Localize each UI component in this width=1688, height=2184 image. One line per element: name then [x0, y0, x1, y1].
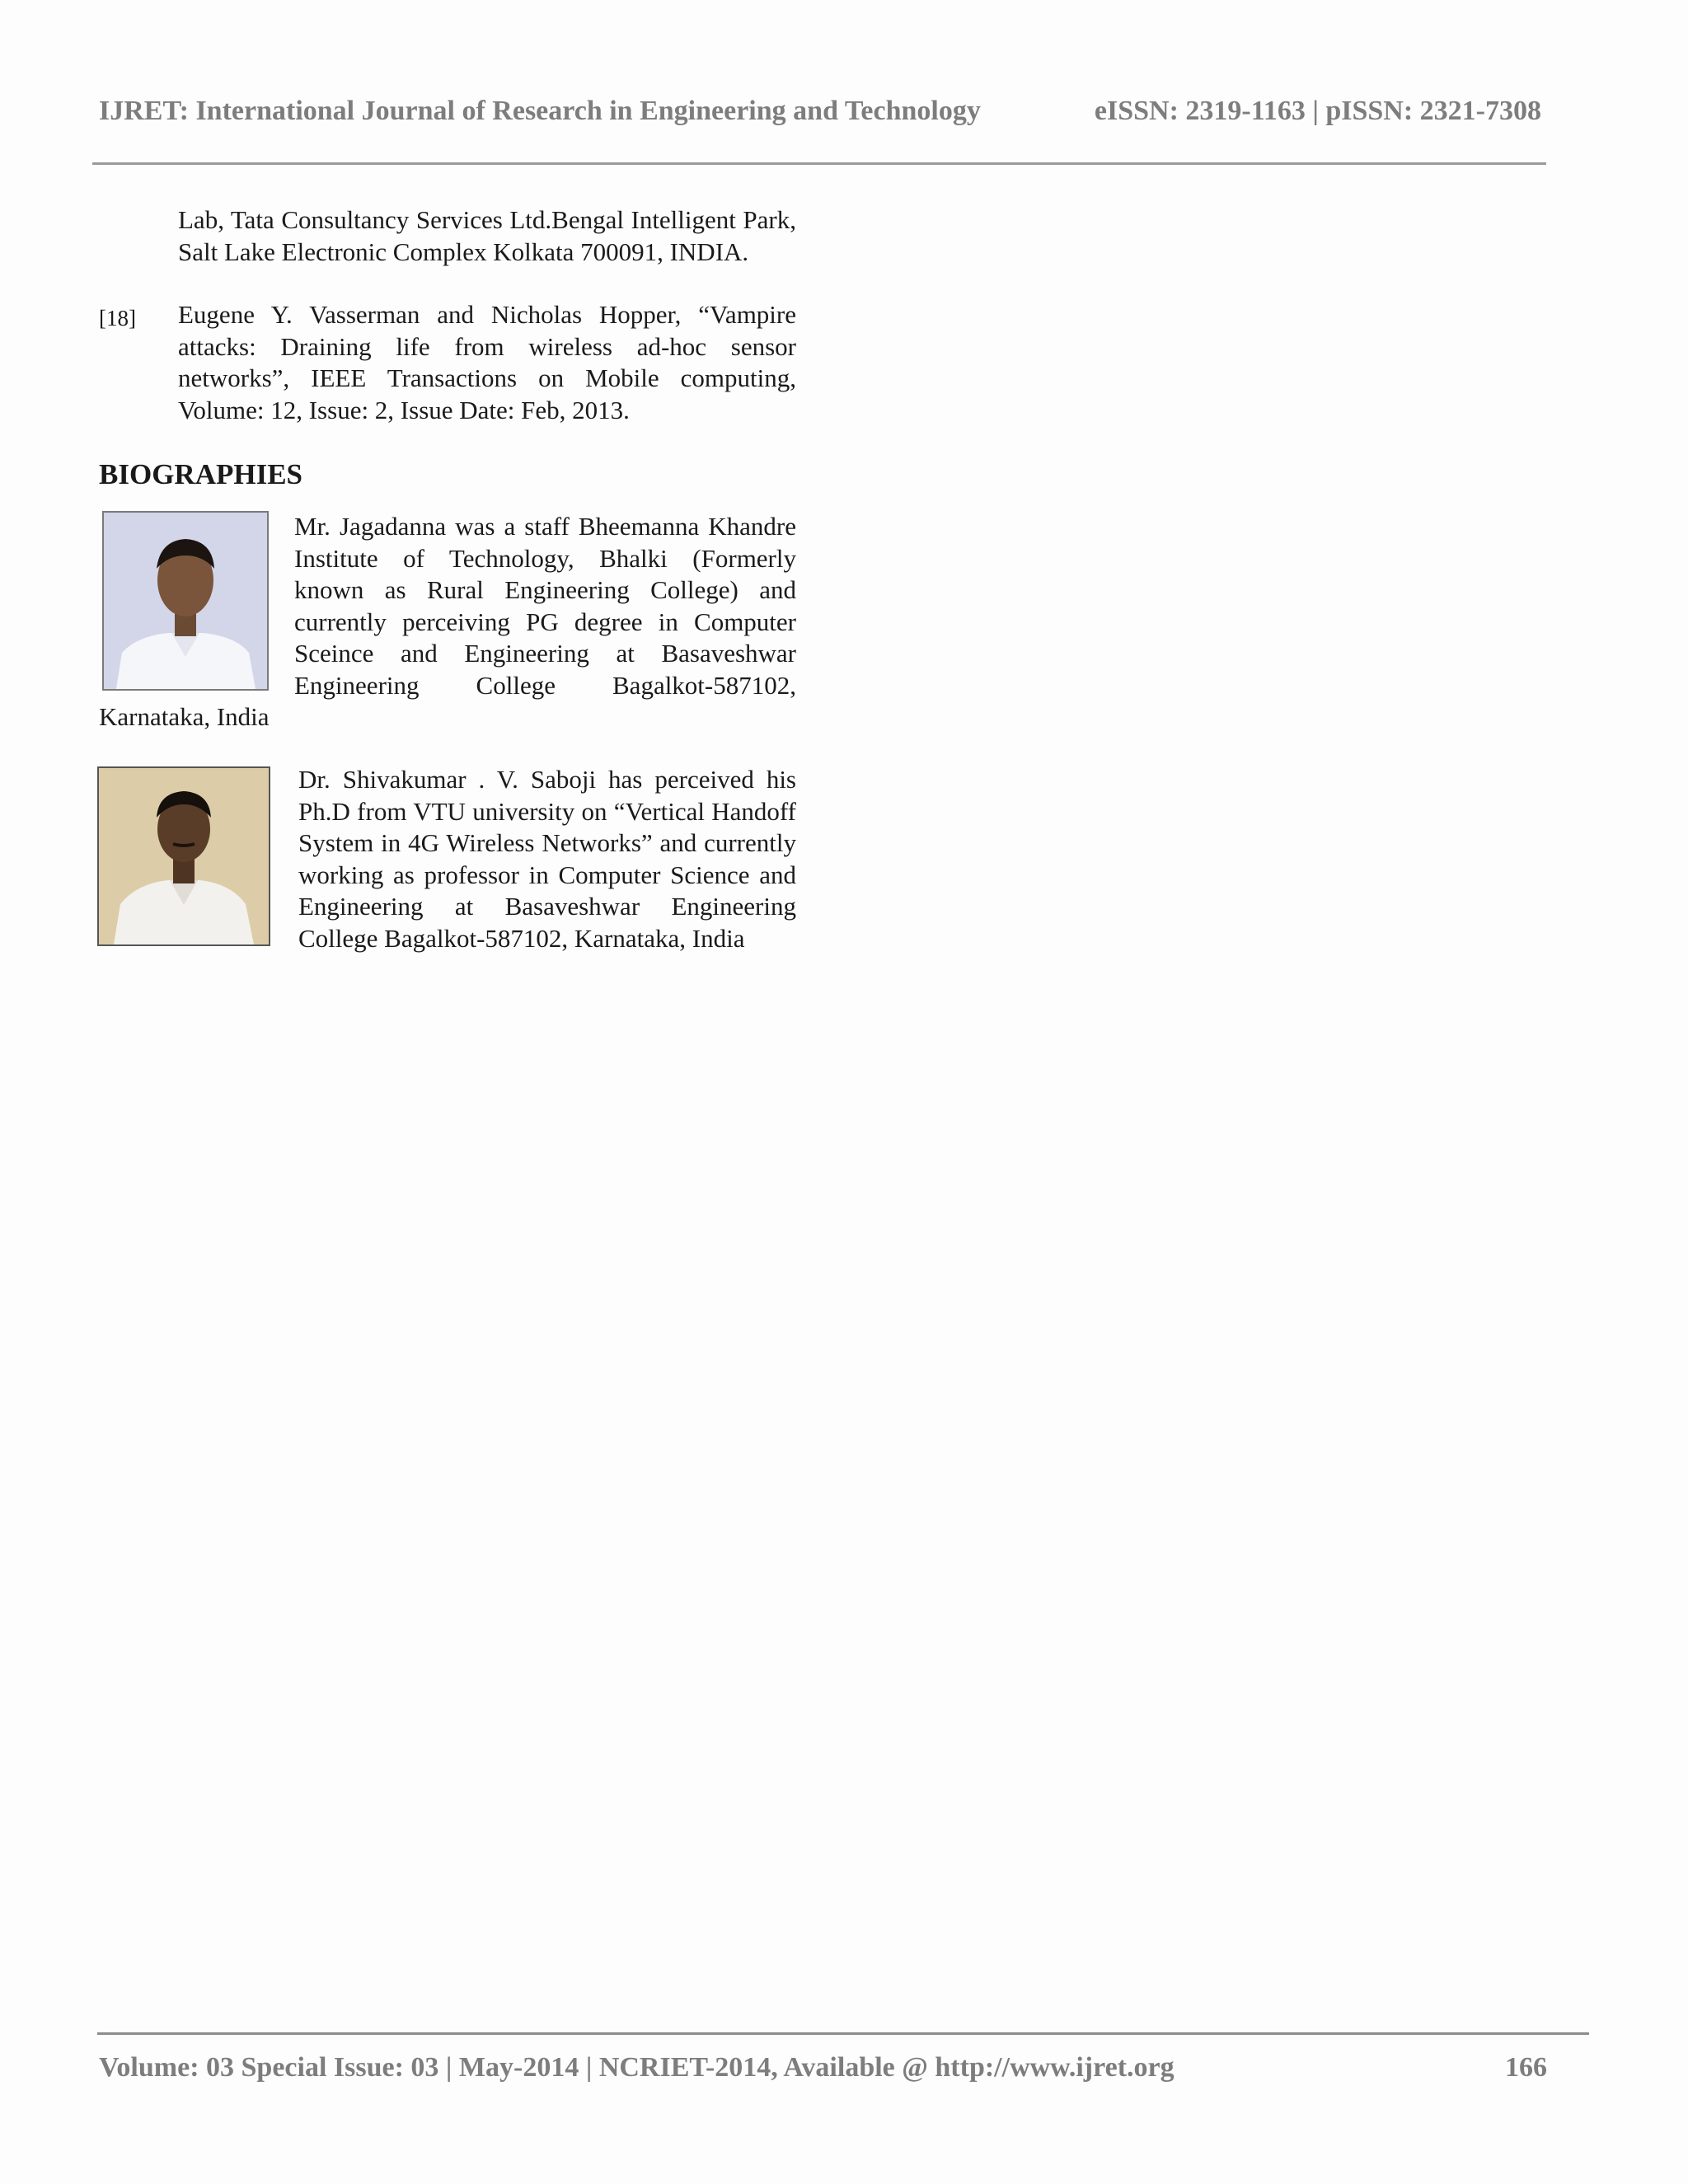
footer-divider — [97, 2032, 1589, 2035]
page-footer — [99, 2052, 1591, 2093]
reference-number: [18] — [99, 306, 136, 330]
biographies-heading: BIOGRAPHIES — [99, 458, 302, 490]
footer-volume-info: Volume: 03 Special Issue: 03 | May-2014 | NCRIET-2014, Available @ http://www.ijret.org — [99, 2052, 1175, 2083]
author-photo — [102, 511, 269, 691]
issn-info: eISSN: 2319-1163 | pISSN: 2321-7308 — [1094, 96, 1541, 126]
journal-title: IJRET: International Journal of Research in Engineering and Technology — [99, 96, 981, 126]
reference-continued: Lab, Tata Consultancy Services Ltd.Bengal Intelligent Park, Salt Lake Electronic Complex Kolkata 700091, INDIA. — [178, 205, 796, 266]
header-divider — [92, 162, 1546, 165]
biography-text: Dr. Shivakumar . V. Saboji has perceived his Ph.D from VTU university on “Vertical Handoff System in 4G Wireless Networks” and currently working as professor in Computer Science and Engineering at Basaveshwar Engineering College Bagalkot-587102, Karnataka, India — [298, 765, 796, 953]
page-header — [99, 96, 1541, 137]
page-number: 166 — [1505, 2052, 1547, 2083]
biography-text: Mr. Jagadanna was a staff Bheemanna Khandre Institute of Technology, Bhalki (Formerly known as Rural Engineering College) and currently perceiving PG degree in Computer Sceince and Engineering at Basaveshwar Engineering College Bagalkot-587102, Karnataka, India — [99, 512, 796, 731]
reference-text: Eugene Y. Vasserman and Nicholas Hopper, “Vampire attacks: Draining life from wireless ad-hoc sensor networks”, IEEE Transactions on Mobile computing, Volume: 12, Issue: 2, Issue Date: Feb, 2013. — [178, 300, 796, 424]
author-photo — [97, 766, 270, 946]
